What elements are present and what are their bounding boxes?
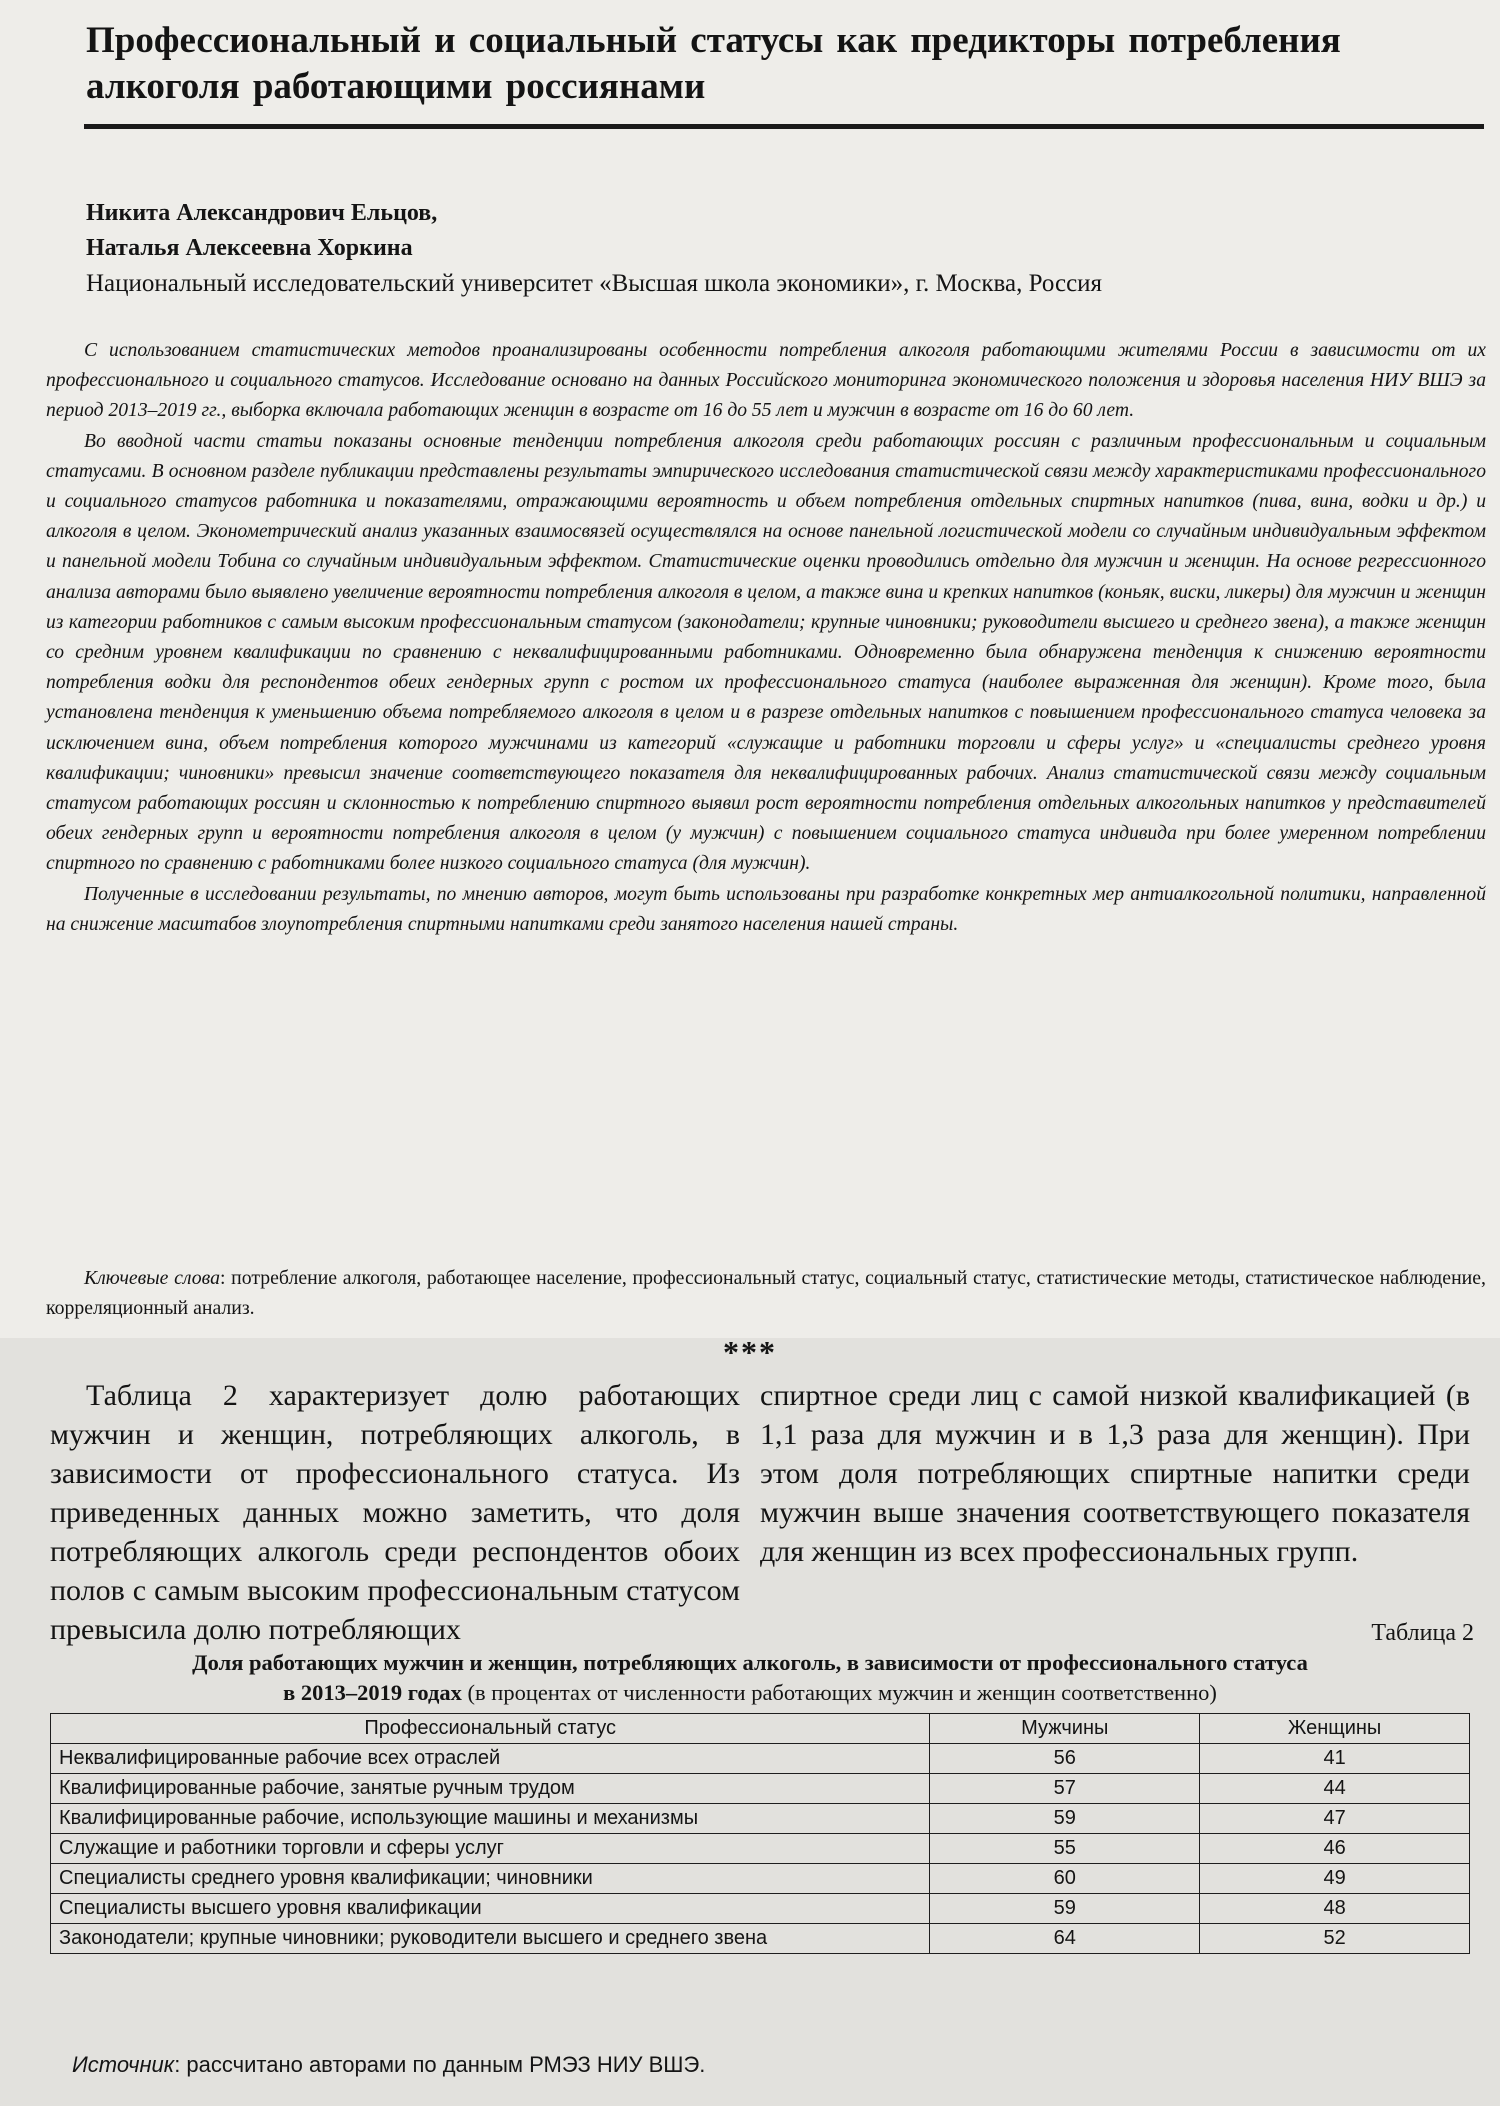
table-row xyxy=(51,1804,1470,1834)
source-label: Источник xyxy=(72,2052,175,2077)
abstract-paragraph-2: Во вводной части статьи показаны основные тенденции потребления алкоголя среди работающих россиян с различным профессиональным и социальным статусами. В основном разделе публикации представлены результаты эмпирического исследования статистической связи между характеристиками профессионального и социального статусов работника и показателями, отражающими вероятность и объем потребления отдельных спиртных напитков (пива, вина, водки и др.) и алкоголя в целом. Эконометрический анализ указанных взаимосвязей осуществлялся на основе панельной логистической модели со случайным индивидуальным эффектом и панельной модели Тобина со случайным индивидуальным эффектом. Статистические оценки проводились отдельно для мужчин и женщин. На основе регрессионного анализа авторами было выявлено увеличение вероятности потребления алкоголя в целом, а также вина и крепких напитков (коньяк, виски, ликеры) для мужчин и женщин из категории работников с самым высоким профессиональным статусом (законодатели; крупные чиновники; руководители высшего и среднего звена), а также женщин со средним уровнем квалификации по сравнению с неквалифицированными работниками. Одновременно была обнаружена тенденция к снижению вероятности потребления водки для респондентов обеих гендерных групп с ростом их профессионального статуса (наиболее выраженная для женщин). Кроме того, была установлена тенденция к уменьшению объема потребляемого алкоголя в целом и в разрезе отдельных напитков с повышением профессионального статуса человека за исключением вина, объем потребления которого мужчинами из категорий «служащие и работники торговли и сферы услуг» и «специалисты среднего уровня квалификации; чиновники» превысил значение соответствующего показателя для неквалифицированных рабочих. Анализ статистической связи между социальным статусом работающих россиян и склонностью к потреблению спиртного выявил рост вероятности потребления отдельных алкогольных напитков у представителей обеих гендерных групп и вероятности потребления алкоголя в целом (у мужчин) с повышением социального статуса индивида при более умеренном потреблении спиртного по сравнению с работниками более низкого социального статуса (для мужчин). xyxy=(46,430,1486,875)
header-women: Женщины xyxy=(1200,1714,1470,1744)
cell-women: 48 xyxy=(1200,1894,1470,1924)
table-row xyxy=(51,1744,1470,1774)
cell-men: 64 xyxy=(930,1924,1200,1954)
body-column-right xyxy=(760,1376,1470,1571)
table-source xyxy=(72,2051,705,2079)
cell-women: 46 xyxy=(1200,1834,1470,1864)
cell-women: 52 xyxy=(1200,1924,1470,1954)
author-1: Никита Александрович Ельцов, xyxy=(86,200,438,226)
cell-status: Служащие и работники торговли и сферы услуг xyxy=(51,1834,930,1864)
table-caption-bold-1: Доля работающих мужчин и женщин, потребляющих алкоголь, в зависимости от профессионального статуса xyxy=(192,1650,1308,1675)
body-column-left xyxy=(50,1376,740,1649)
header-men: Мужчины xyxy=(930,1714,1200,1744)
data-table xyxy=(50,1713,1470,1954)
cell-men: 59 xyxy=(930,1804,1200,1834)
table-caption-normal: (в процентах от численности работающих мужчин и женщин соответственно) xyxy=(461,1680,1217,1705)
body-paragraph-right: спиртное среди лиц с самой низкой квалификацией (в 1,1 раза для мужчин и в 1,3 раза для женщин). При этом доля потребляющих спиртные напитки среди мужчин выше значения соответствующего показателя для женщин из всех профессиональных групп. xyxy=(760,1379,1470,1568)
affiliation: Национальный исследовательский университет «Высшая школа экономики», г. Москва, Россия xyxy=(86,270,1103,297)
table-row xyxy=(51,1864,1470,1894)
cell-women: 49 xyxy=(1200,1864,1470,1894)
table-row xyxy=(51,1774,1470,1804)
cell-status: Неквалифицированные рабочие всех отраслей xyxy=(51,1744,930,1774)
cell-women: 44 xyxy=(1200,1774,1470,1804)
cell-men: 57 xyxy=(930,1774,1200,1804)
source-text: : рассчитано авторами по данным РМЭЗ НИУ ВШЭ. xyxy=(174,2052,706,2077)
abstract-paragraph-3: Полученные в исследовании результаты, по мнению авторов, могут быть использованы при разработке конкретных мер антиалкогольной политики, направленной на снижение масштабов злоупотребления спиртными напитками среди занятого населения нашей страны. xyxy=(46,883,1486,935)
cell-men: 55 xyxy=(930,1834,1200,1864)
title-rule xyxy=(84,124,1484,129)
cell-status: Квалифицированные рабочие, использующие машины и механизмы xyxy=(51,1804,930,1834)
table-row xyxy=(51,1894,1470,1924)
abstract-paragraph-1: С использованием статистических методов проанализированы особенности потребления алкоголя работающими жителями России в зависимости от их профессионального и социального статусов. Исследование основано на данных Российского мониторинга экономического положения и здоровья населения НИУ ВШЭ за период 2013–2019 гг., выборка включала работающих женщин в возрасте от 16 до 55 лет и мужчин в возрасте от 16 до 60 лет. xyxy=(46,340,1486,422)
cell-status: Специалисты среднего уровня квалификации; чиновники xyxy=(51,1864,930,1894)
cell-status: Законодатели; крупные чиновники; руководители высшего и среднего звена xyxy=(51,1924,930,1954)
cell-men: 60 xyxy=(930,1864,1200,1894)
cell-status: Квалифицированные рабочие, занятые ручным трудом xyxy=(51,1774,930,1804)
article-title: Профессиональный и социальный статусы как предикторы потребления алкоголя работающими россиянами xyxy=(86,20,1341,107)
cell-men: 59 xyxy=(930,1894,1200,1924)
table-header-row xyxy=(51,1714,1470,1744)
author-2: Наталья Алексеевна Хоркина xyxy=(86,235,413,261)
cell-women: 47 xyxy=(1200,1804,1470,1834)
keywords xyxy=(46,1263,1486,1323)
cell-men: 56 xyxy=(930,1744,1200,1774)
cell-status: Специалисты высшего уровня квалификации xyxy=(51,1894,930,1924)
cell-women: 41 xyxy=(1200,1744,1470,1774)
authors-block xyxy=(86,196,1102,301)
table-row xyxy=(51,1924,1470,1954)
keywords-label: Ключевые слова xyxy=(84,1267,220,1289)
table-caption xyxy=(60,1648,1440,1708)
table-row xyxy=(51,1834,1470,1864)
section-separator: *** xyxy=(723,1334,777,1370)
header-status: Профессиональный статус xyxy=(51,1714,930,1744)
keywords-text: : потребление алкоголя, работающее население, профессиональный статус, социальный статус, статистические методы, статистическое наблюдение, корреляционный анализ. xyxy=(46,1267,1486,1319)
body-paragraph-left: Таблица 2 характеризует долю работающих мужчин и женщин, потребляющих алкоголь, в зависимости от профессионального статуса. Из приведенных данных можно заметить, что доля потребляющих алкоголь среди респондентов обоих полов с самым высоким профессиональным статусом превысила долю потребляющих xyxy=(50,1379,740,1646)
table-caption-bold-2: в 2013–2019 годах xyxy=(283,1680,462,1705)
table-number: Таблица 2 xyxy=(1371,1620,1474,1646)
abstract xyxy=(46,336,1486,940)
